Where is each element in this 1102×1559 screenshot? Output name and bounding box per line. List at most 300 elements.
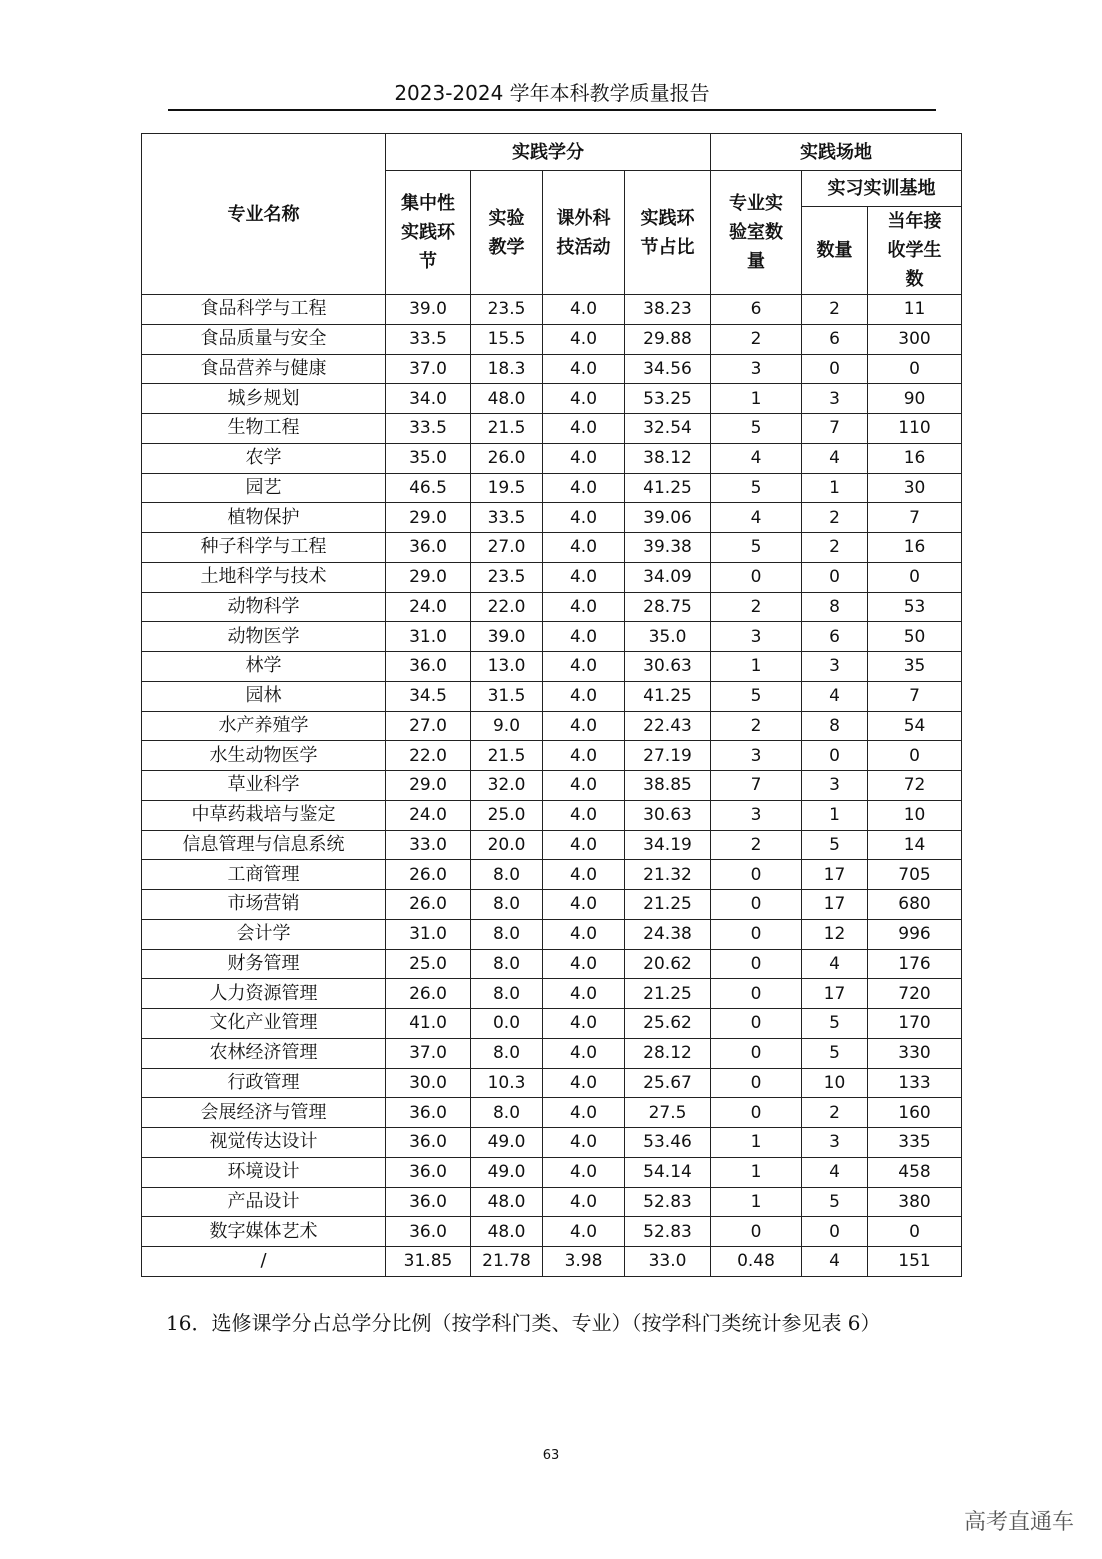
table-cell: 31.0 [386,622,471,652]
table-cell: 6 [802,324,868,354]
table-cell: 4.0 [543,1128,625,1158]
table-cell: 4.0 [543,324,625,354]
table-cell: 33.5 [386,324,471,354]
table-cell: 36.0 [386,1217,471,1247]
table-cell: 6 [802,622,868,652]
table-row [142,443,962,473]
table-cell: 5 [711,414,802,444]
table-cell: 49.0 [471,1157,543,1187]
table-cell: 25.0 [386,949,471,979]
table-cell: 31.0 [386,919,471,949]
table-cell: 26.0 [386,890,471,920]
table-cell: 0 [868,354,962,384]
table-cell: 335 [868,1128,962,1158]
table-cell: 0 [711,919,802,949]
table-cell: 12 [802,919,868,949]
table-cell: 25.62 [625,1009,711,1039]
table-cell: 37.0 [386,1038,471,1068]
table-cell: 4.0 [543,741,625,771]
table-cell: 31.5 [471,681,543,711]
table-cell: 90 [868,384,962,414]
table-cell: 35.0 [625,622,711,652]
table-cell: 4.0 [543,503,625,533]
table-cell: 27.5 [625,1098,711,1128]
table-cell: 4 [711,503,802,533]
table-cell: 20.62 [625,949,711,979]
table-row [142,919,962,949]
major-name-cell: 水生动物医学 [142,741,386,771]
table-cell: 30 [868,473,962,503]
table-cell: 1 [711,1187,802,1217]
table-cell: 25.67 [625,1068,711,1098]
table-cell: 4 [802,1247,868,1277]
table-cell: 39.0 [471,622,543,652]
table-cell: 4.0 [543,711,625,741]
table-cell: 19.5 [471,473,543,503]
table-cell: 41.0 [386,1009,471,1039]
major-name-cell: 水产养殖学 [142,711,386,741]
table-cell: 34.09 [625,562,711,592]
table-cell: 5 [802,1009,868,1039]
table-cell: 28.12 [625,1038,711,1068]
major-name-cell: 食品营养与健康 [142,354,386,384]
header-lab-count-text: 专业实验室数量 [729,193,783,272]
table-cell: 3 [802,384,868,414]
table-cell: 28.75 [625,592,711,622]
major-name-cell: 中草药栽培与鉴定 [142,800,386,830]
table-cell: 39.06 [625,503,711,533]
table-cell: 3 [711,800,802,830]
table-cell: 0 [868,562,962,592]
table-cell: 3 [711,354,802,384]
table-cell: 4.0 [543,979,625,1009]
table-cell: 110 [868,414,962,444]
table-cell: 0.0 [471,1009,543,1039]
table-cell: 5 [802,1038,868,1068]
major-name-cell: 行政管理 [142,1068,386,1098]
table-cell: 4.0 [543,890,625,920]
table-cell: 13.0 [471,652,543,682]
page-number: 63 [542,1448,560,1463]
table-row [142,830,962,860]
major-name-cell: 城乡规划 [142,384,386,414]
table-cell: 2 [711,324,802,354]
major-name-cell: 财务管理 [142,949,386,979]
table-cell: 17 [802,890,868,920]
table-cell: 23.5 [471,562,543,592]
table-cell: 33.0 [625,1247,711,1277]
table-cell: 2 [711,711,802,741]
table-cell: 8.0 [471,1098,543,1128]
table-cell: 4.0 [543,533,625,563]
table-cell: 22.43 [625,711,711,741]
major-name-cell: 林学 [142,652,386,682]
table-cell: 21.25 [625,979,711,1009]
major-name-cell: 数字媒体艺术 [142,1217,386,1247]
table-cell: 26.0 [386,860,471,890]
table-cell: 3 [802,652,868,682]
table-cell: 3.98 [543,1247,625,1277]
table-cell: 0 [711,890,802,920]
table-cell: 0 [802,562,868,592]
table-cell: 32.0 [471,771,543,801]
table-row [142,1187,962,1217]
header-practice-credits: 实践学分 [386,134,711,171]
table-cell: 4.0 [543,622,625,652]
table-cell: 30.63 [625,652,711,682]
table-cell: 52.83 [625,1187,711,1217]
table-cell: 8 [802,711,868,741]
table-cell: 151 [868,1247,962,1277]
table-cell: 7 [868,503,962,533]
table-cell: 4.0 [543,384,625,414]
table-cell: 5 [802,830,868,860]
table-cell: 8.0 [471,949,543,979]
table-row [142,1157,962,1187]
table-cell: 5 [802,1187,868,1217]
table-cell: 1 [711,1128,802,1158]
table-cell: 27.0 [386,711,471,741]
table-cell: 4.0 [543,562,625,592]
table-cell: 0 [868,741,962,771]
table-cell: 34.5 [386,681,471,711]
table-row [142,711,962,741]
table-cell: 10 [802,1068,868,1098]
table-cell: 0 [711,1217,802,1247]
table-row [142,354,962,384]
table-row [142,1128,962,1158]
table-cell: 4.0 [543,473,625,503]
table-cell: 0 [711,1098,802,1128]
table-cell: 4.0 [543,681,625,711]
table-cell: 39.38 [625,533,711,563]
table-cell: 1 [711,384,802,414]
table-cell: 34.19 [625,830,711,860]
table-cell: 17 [802,979,868,1009]
section-note: 16．选修课学分占总学分比例（按学科门类、专业）（按学科门类统计参见表 6） [166,1311,881,1335]
table-cell: 4.0 [543,1187,625,1217]
watermark: 高考直通车 [963,1510,1074,1535]
table-cell: 22.0 [386,741,471,771]
header-major-name: 专业名称 [142,134,386,295]
table-cell: 29.0 [386,562,471,592]
table-cell: 170 [868,1009,962,1039]
major-name-cell: 视觉传达设计 [142,1128,386,1158]
table-cell: 5 [711,533,802,563]
table-row [142,771,962,801]
table-cell: 8.0 [471,979,543,1009]
table-cell: 4.0 [543,1157,625,1187]
table-cell: 680 [868,890,962,920]
table-cell: 2 [802,295,868,325]
table-row [142,562,962,592]
table-cell: 4.0 [543,949,625,979]
table-cell: 7 [868,681,962,711]
table-cell: 24.0 [386,592,471,622]
table-cell: 22.0 [471,592,543,622]
header-rule [168,109,936,111]
major-name-cell: 土地科学与技术 [142,562,386,592]
table-cell: 21.78 [471,1247,543,1277]
table-cell: 2 [802,533,868,563]
table-cell: 4.0 [543,1068,625,1098]
major-name-cell: 食品科学与工程 [142,295,386,325]
table-cell: 15.5 [471,324,543,354]
table-cell: 21.5 [471,414,543,444]
table-cell: 0 [802,354,868,384]
table-cell: 6 [711,295,802,325]
table-cell: 38.85 [625,771,711,801]
table-cell: 48.0 [471,1217,543,1247]
table-cell: 4.0 [543,354,625,384]
table-cell: 4.0 [543,800,625,830]
table-row [142,592,962,622]
table-cell: 8.0 [471,860,543,890]
table-cell: 10 [868,800,962,830]
table-row [142,890,962,920]
table-cell: 25.0 [471,800,543,830]
table-cell: 4 [802,681,868,711]
table-cell: 0 [802,741,868,771]
table-cell: 36.0 [386,1187,471,1217]
table-cell: 10.3 [471,1068,543,1098]
table-cell: 32.54 [625,414,711,444]
major-name-cell: 信息管理与信息系统 [142,830,386,860]
major-name-cell: 生物工程 [142,414,386,444]
header-concentrated-practice-text: 集中性实践环节 [401,193,455,272]
table-cell: 26.0 [471,443,543,473]
major-name-cell: 动物科学 [142,592,386,622]
table-cell: 36.0 [386,1098,471,1128]
table-cell: 52.83 [625,1217,711,1247]
table-cell: 4 [802,1157,868,1187]
table-cell: 41.25 [625,681,711,711]
header-concentrated-practice [386,171,471,295]
table-cell: 0 [711,979,802,1009]
table-cell: 176 [868,949,962,979]
table-cell: 4 [802,949,868,979]
table-cell: 27.19 [625,741,711,771]
header-base-count: 数量 [802,207,868,295]
major-name-cell: 人力资源管理 [142,979,386,1009]
table-row [142,800,962,830]
table-cell: 72 [868,771,962,801]
table-cell: 20.0 [471,830,543,860]
table-cell: 330 [868,1038,962,1068]
table-cell: 16 [868,443,962,473]
table-cell: 1 [802,473,868,503]
header-practice-venue: 实践场地 [711,134,962,171]
header-training-base: 实习实训基地 [802,171,962,207]
table-cell: 8.0 [471,1038,543,1068]
table-cell: 4.0 [543,1217,625,1247]
table-cell: 2 [711,830,802,860]
page-header-title: 2023-2024 学年本科教学质量报告 [394,81,710,105]
table-cell: 3 [802,771,868,801]
table-row [142,1009,962,1039]
table-cell: 8.0 [471,919,543,949]
major-name-cell: 种子科学与工程 [142,533,386,563]
table-cell: 38.23 [625,295,711,325]
practice-credits-table [141,133,962,1277]
table-cell: 54 [868,711,962,741]
header-students-received-text: 当年接收学生数 [887,211,942,290]
table-cell: 26.0 [386,979,471,1009]
table-cell: 31.85 [386,1247,471,1277]
table-cell: 24.38 [625,919,711,949]
table-cell: 1 [711,652,802,682]
table-cell: 41.25 [625,473,711,503]
table-cell: 458 [868,1157,962,1187]
major-name-cell: 农学 [142,443,386,473]
table-cell: 48.0 [471,384,543,414]
table-cell: 8 [802,592,868,622]
major-name-cell: 市场营销 [142,890,386,920]
table-row [142,324,962,354]
table-row [142,384,962,414]
table-row [142,979,962,1009]
table-cell: 1 [711,1157,802,1187]
table-cell: 33.0 [386,830,471,860]
table-cell: 11 [868,295,962,325]
table-row [142,533,962,563]
major-name-cell: 会计学 [142,919,386,949]
table-cell: 7 [711,771,802,801]
table-cell: 9.0 [471,711,543,741]
table-cell: 48.0 [471,1187,543,1217]
header-lab-count [711,171,802,295]
table-row [142,741,962,771]
table-cell: 0 [711,1038,802,1068]
table-row [142,652,962,682]
major-name-cell: 食品质量与安全 [142,324,386,354]
table-body [142,295,962,1277]
table-cell: 996 [868,919,962,949]
table-cell: 53.25 [625,384,711,414]
table-cell: 720 [868,979,962,1009]
table-cell: 18.3 [471,354,543,384]
table-cell: 705 [868,860,962,890]
table-cell: 24.0 [386,800,471,830]
table-cell: 23.5 [471,295,543,325]
table-cell: 38.12 [625,443,711,473]
major-name-cell: 会展经济与管理 [142,1098,386,1128]
table-row [142,414,962,444]
major-name-cell: 环境设计 [142,1157,386,1187]
table-row [142,1247,962,1277]
table-cell: 36.0 [386,533,471,563]
table-head [142,134,962,295]
major-name-cell: 草业科学 [142,771,386,801]
table-cell: 34.0 [386,384,471,414]
table-cell: 380 [868,1187,962,1217]
header-practice-ratio [625,171,711,295]
table-cell: 2 [802,1098,868,1128]
table-row [142,1217,962,1247]
table-cell: 4.0 [543,1038,625,1068]
table-cell: 49.0 [471,1128,543,1158]
table-cell: 33.5 [386,414,471,444]
table-cell: 133 [868,1068,962,1098]
table-row [142,949,962,979]
table-cell: 34.56 [625,354,711,384]
table-cell: 36.0 [386,652,471,682]
major-name-cell: 文化产业管理 [142,1009,386,1039]
table-cell: 7 [802,414,868,444]
header-practice-ratio-text: 实践环节占比 [640,207,695,258]
table-cell: 21.32 [625,860,711,890]
major-name-cell: 园艺 [142,473,386,503]
table-cell: 4.0 [543,414,625,444]
table-cell: 0 [868,1217,962,1247]
header-extracurricular-text: 课外科技活动 [556,207,611,258]
major-name-cell: 农林经济管理 [142,1038,386,1068]
table-cell: 17 [802,860,868,890]
table-cell: 4.0 [543,443,625,473]
table-cell: 35.0 [386,443,471,473]
header-students-received [868,207,962,295]
major-name-cell: 动物医学 [142,622,386,652]
table-cell: 4.0 [543,771,625,801]
table-cell: 3 [711,741,802,771]
table-cell: 29.0 [386,503,471,533]
table-cell: 53.46 [625,1128,711,1158]
table-cell: 4.0 [543,1009,625,1039]
table-cell: 36.0 [386,1157,471,1187]
table-cell: 2 [802,503,868,533]
major-name-cell: 产品设计 [142,1187,386,1217]
table-cell: 5 [711,473,802,503]
table-row [142,295,962,325]
header-extracurricular [543,171,625,295]
table-cell: 21.5 [471,741,543,771]
table-row [142,503,962,533]
table-cell: 36.0 [386,1128,471,1158]
table-cell: 30.0 [386,1068,471,1098]
table-cell: 4 [711,443,802,473]
table-row [142,681,962,711]
major-name-cell: 工商管理 [142,860,386,890]
header-experiment-teaching-text: 实验教学 [488,207,525,258]
table-cell: 39.0 [386,295,471,325]
table-cell: 46.5 [386,473,471,503]
table-cell: 4.0 [543,1098,625,1128]
table-row [142,860,962,890]
table-row [142,622,962,652]
table-cell: 4.0 [543,919,625,949]
table-cell: 27.0 [471,533,543,563]
major-name-cell: 园林 [142,681,386,711]
table-cell: 3 [711,622,802,652]
table-cell: 5 [711,681,802,711]
table-row [142,1098,962,1128]
table-cell: 29.0 [386,771,471,801]
table-cell: 50 [868,622,962,652]
header-experiment-teaching [471,171,543,295]
table-row [142,473,962,503]
table-row [142,1038,962,1068]
table-cell: 30.63 [625,800,711,830]
table-cell: 4 [802,443,868,473]
table-cell: 29.88 [625,324,711,354]
table-cell: 0 [711,949,802,979]
table-cell: 54.14 [625,1157,711,1187]
major-name-cell: / [142,1247,386,1277]
table-cell: 16 [868,533,962,563]
table-cell: 4.0 [543,295,625,325]
table-cell: 4.0 [543,592,625,622]
table-cell: 0 [711,562,802,592]
